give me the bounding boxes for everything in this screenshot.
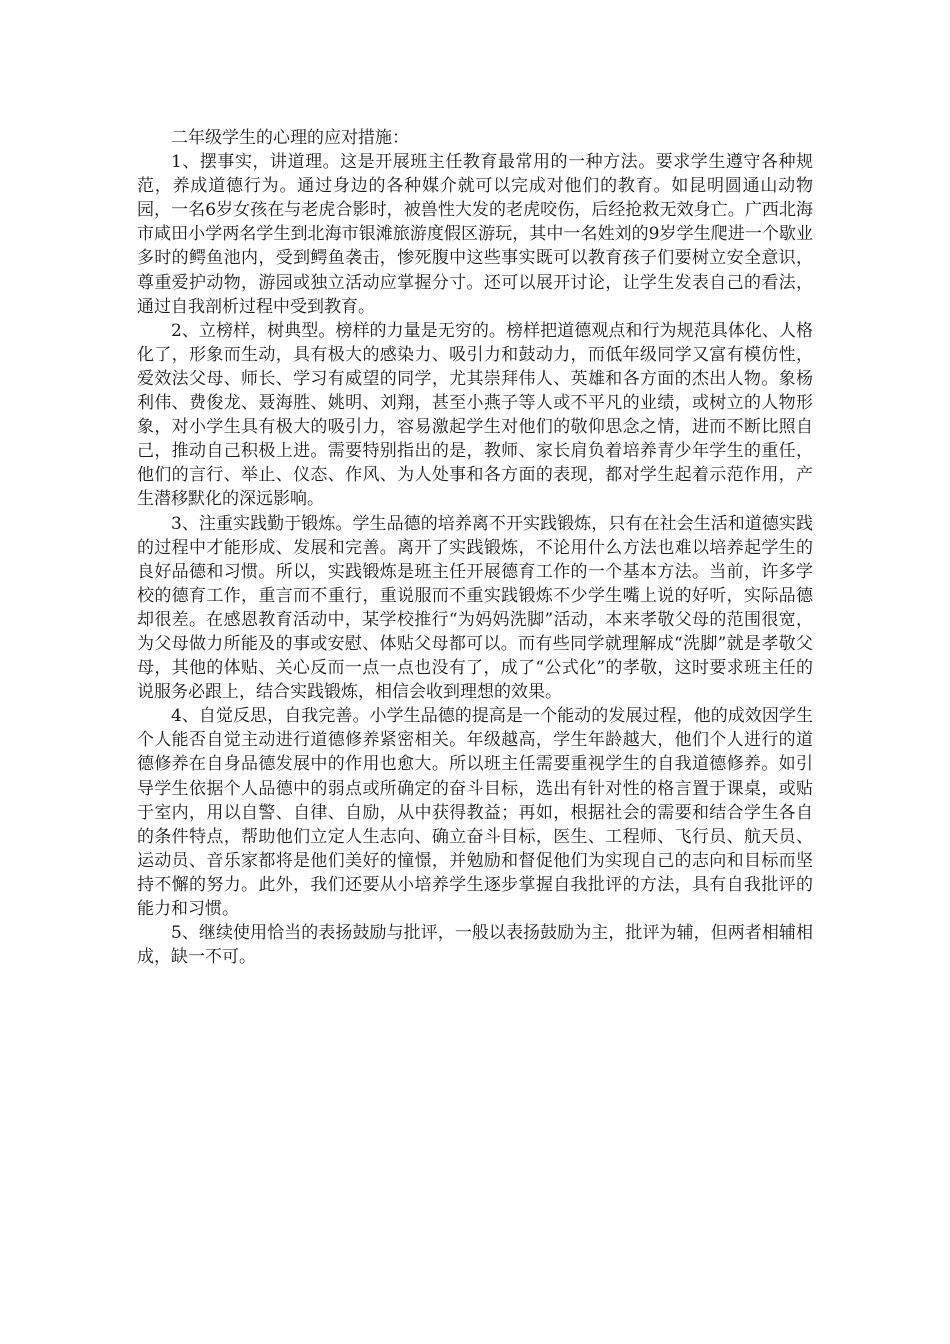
paragraph-5: 5、继续使用恰当的表扬鼓励与批评，一般以表扬鼓励为主，批评为辅，但两者相辅相成，缺一不可。: [137, 923, 813, 968]
paragraph-3: 3、注重实践勤于锻炼。学生品德的培养离不开实践锻炼，只有在社会生活和道德实践的过程中才能形成、发展和完善。离开了实践锻炼，不论用什么方法也难以培养起学生的良好品德和习惯。所以，实践锻炼是班主任开展德育工作的一个基本方法。当前，许多学校的德育工作，重言而不重行，重说服而不重实践锻炼不少学生嘴上说的好听，实际品德却很差。在感恩教育活动中，某学校推行“为妈妈洗脚”活动，本来孝敬父母的范围很宽，为父母做力所能及的事或安慰、体贴父母都可以。而有些同学就理解成“洗脚”就是孝敬父母，其他的体贴、关心反而一点一点也没有了，成了“公式化”的孝敬，这时要求班主任的说服务必跟上，结合实践锻炼，相信会收到理想的效果。: [137, 513, 813, 703]
document-title: 二年级学生的心理的应对措施：: [171, 128, 409, 148]
paragraph-2: 2、立榜样，树典型。榜样的力量是无穷的。榜样把道德观点和行为规范具体化、人格化了，形象而生动，具有极大的感染力、吸引力和鼓动力，而低年级同学又富有模仿性，爱效法父母、师长、学习有威望的同学，尤其崇拜伟人、英雄和各方面的杰出人物。象杨利伟、费俊龙、聂海胜、姚明、刘翔，甚至小燕子等人或不平凡的业绩，或树立的人物形象，对小学生具有极大的吸引力，容易激起学生对他们的敬仰思念之情，进而不断比照自己，推动自己积极上进。需要特别指出的是，教师、家长肩负着培养青少年学生的重任，他们的言行、举止、仪态、作风、为人处事和各方面的表现，都对学生起着示范作用，产生潜移默化的深远影响。: [137, 320, 813, 510]
paragraph-4: 4、自觉反思，自我完善。小学生品德的提高是一个能动的发展过程，他的成效因学生个人能否自觉主动进行道德修养紧密相关。年级越高，学生年龄越大，他们个人进行的道德修养在自身品德发展中的作用也愈大。所以班主任需要重视学生的自我道德修养。如引导学生依据个人品德中的弱点或所确定的奋斗目标，选出有针对性的格言置于课桌，或贴于室内，用以自警、自律、自励，从中获得教益；再如，根据社会的需要和结合学生各自的条件特点，帮助他们立定人生志向、确立奋斗目标，医生、工程师、飞行员、航天员、运动员、音乐家都将是他们美好的憧憬，并勉励和督促他们为实现自己的志向和目标而坚持不懈的努力。此外，我们还要从小培养学生逐步掌握自我批评的方法，具有自我批评的能力和习惯。: [137, 706, 813, 919]
document-body: [137, 126, 813, 969]
paragraph-1: 1、摆事实，讲道理。这是开展班主任教育最常用的一种方法。要求学生遵守各种规范，养成道德行为。通过身边的各种媒介就可以完成对他们的教育。如昆明圆通山动物园，一名6岁女孩在与老虎合影时，被兽性大发的老虎咬伤，后经抢救无效身亡。广西北海市咸田小学两名学生到北海市银滩旅游度假区游玩，其中一名姓刘的9岁学生爬进一个歇业多时的鳄鱼池内，受到鳄鱼袭击，惨死腹中这些事实既可以教育孩子们要树立安全意识，尊重爱护动物，游园或独立活动应掌握分寸。还可以展开讨论，让学生发表自己的看法，通过自我剖析过程中受到教育。: [137, 152, 813, 317]
